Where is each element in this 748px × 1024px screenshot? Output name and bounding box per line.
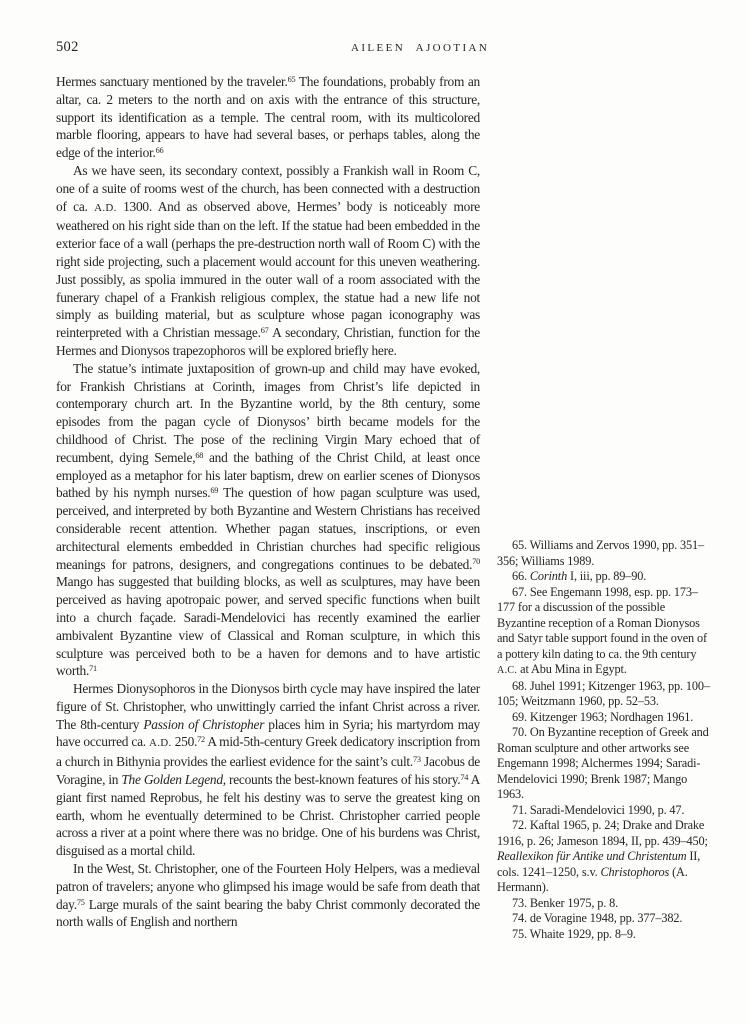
body-paragraph-1: Hermes sanctuary mentioned by the traveler.$^{65}$ The foundations, probably from an altar, ca. 2 meters to the north and on axis with the entrance of this structure, support its identification as a temple. The central room, with its multicolored marble flooring, appears to have had several bases, or perhaps tables, along the edge of the interior.$^{66}$	[56, 74, 480, 161]
footnote-66: 66. Corinth I, iii, pp. 89–90.	[512, 569, 647, 583]
body-paragraph-4: Hermes Dionysophoros in the Dionysos birth cycle may have inspired the later figure of St. Christopher, who unwittingly carried the infant Christ across a river. The 8th-century Passion of Christopher places him in Syria; his martyrdom may have occurred ca. A.D. 250.72 A mid-5th-century Greek dedicatory inscription from a church in Bithynia provides the earliest evidence for the saint’s cult.$^{73}$ Jacobus de Voragine, in The Golden Legend, recounts the best-known features of his story.$^{74}$ A giant first named Reprobus, he felt his destiny was to serve the greatest king on earth, whom he eventually determined to be Christ. Christopher carried people across a river at a point where there was no bridge. One of his burdens was Christ, disguised as a mortal child.	[56, 681, 481, 859]
footnote-71: 71. Saradi-Mendelovici 1990, p. 47.	[512, 802, 685, 817]
footnote-73: 73. Benker 1975, p. 8.	[512, 895, 618, 910]
footnote-70: 70. On Byzantine reception of Greek and Roman sculpture and other artworks see Engemann 1998; Alchermes 1994; Saradi-Mendelovici 1990; Brenk 1987; Mango 1963.	[497, 725, 709, 801]
page-number: 502	[56, 39, 79, 55]
footnote-column	[497, 538, 715, 942]
running-head-author: AILEEN AJOOTIAN	[351, 42, 490, 54]
body-paragraph-2: As we have seen, its secondary context, possibly a Frankish wall in Room C, one of a suite of rooms west of the church, has been connected with a destruction of ca. A.D. 1300. And as observed above, Hermes’ body is noticeably more weathered on his right side than on the left. If the statue had been embedded in the exterior face of a wall (perhaps the pre-destruction north wall of Room C) with the right side projecting, such a placement would account for this uneven weathering. Just possibly, as spolia immured in the outer wall of a room associated with the funerary chapel of a Frankish religious complex, the statue had a new life not simply as building material, but as sculpture whose pagan iconography was reinterpreted with a Christian message.$^{67}$ A secondary, Christian, function for the Hermes and Dionysos trapezophoros will be explored briefly here.	[56, 162, 480, 358]
body-paragraph-3: The statue’s intimate juxtaposition of grown-up and child may have evoked, for Frankish Christians at Corinth, images from Christ’s life depicted in contemporary church art. In the Byzantine world, by the 8th century, some episodes from the pagan cycle of Dionysos’ birth became models for the childhood of Christ. The pose of the reclining Virgin Mary echoed that of recumbent, dying Semele,$^{68}$ and the bathing of the Christ Child, at least once employed as a metaphor for his later baptism, drew on earlier scenes of Dionysos bathed by his nymph nurses.$^{69}$ The question of how pagan sculpture was used, perceived, and interpreted by both Byzantine and Western Christians has received considerable recent attention. Whether pagan statues, inscriptions, or even architectural elements embedded in Christian churches had specific religious meanings for patrons, designers, and congregations continues to be debated.$^{70}$ Mango has suggested that building blocks, as well as sculptures, may have been perceived as having apotropaic power, and served specific functions when built into a church façade. Saradi-Mendelovici has recently examined the earlier ambivalent Byzantine view of Classical and Roman sculpture, in which this sculpture was perceived both to be a haven for demons and to have artistic worth.$^{71}$	[56, 360, 480, 679]
main-text-column	[56, 73, 480, 931]
footnote-67: 67. See Engemann 1998, esp. pp. 173–177 for a discussion of the possible Byzantine reception of a Roman Dionysos and Satyr table support found in the oven of a pottery kiln dating to ca. the 9th century A.C. at Abu Mina in Egypt.	[497, 584, 707, 676]
footnote-65: 65. Williams and Zervos 1990, pp. 351–356; Williams 1989.	[497, 538, 705, 568]
footnote-75: 75. Whaite 1929, pp. 8–9.	[512, 926, 636, 941]
footnote-74: 74. de Voragine 1948, pp. 377–382.	[512, 911, 683, 925]
body-paragraph-5: In the West, St. Christopher, one of the Fourteen Holy Helpers, was a medieval patron of travelers; anyone who glimpsed his image would be safe from death that day.$^{75}$ Large murals of the saint bearing the baby Christ commonly decorated the north walls of English and northern	[56, 861, 480, 930]
footnote-69: 69. Kitzenger 1963; Nordhagen 1961.	[512, 709, 694, 724]
footnote-72: 72. Kaftal 1965, p. 24; Drake and Drake 1916, p. 26; Jameson 1894, II, pp. 439–450; Reallexikon für Antike und Christentum II, cols. 1241–1250, s.v. Christophoros (A. Hermann).	[497, 818, 708, 894]
footnote-68: 68. Juhel 1991; Kitzenger 1963, pp. 100–105; Weitzmann 1960, pp. 52–53.	[497, 678, 710, 708]
